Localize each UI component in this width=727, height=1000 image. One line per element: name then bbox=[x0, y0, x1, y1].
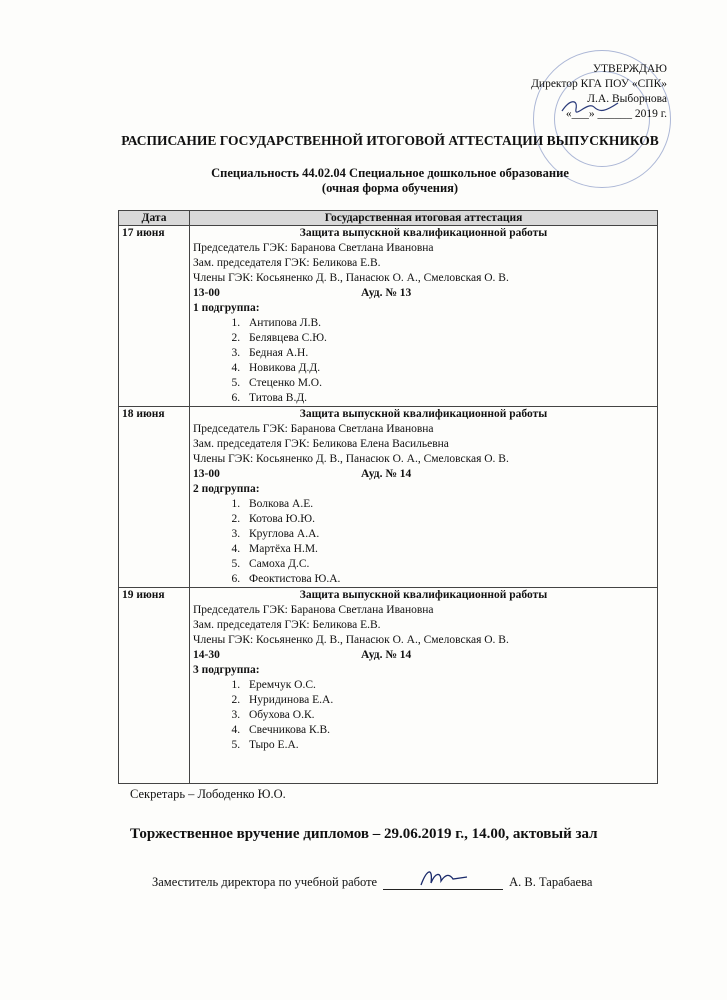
row-heading: Защита выпускной квалификационной работы bbox=[299, 227, 548, 239]
row-deputy: Зам. председателя ГЭК: Беликова Елена Васильевна bbox=[193, 438, 449, 450]
schedule-table bbox=[118, 210, 658, 784]
page-title: РАСПИСАНИЕ ГОСУДАРСТВЕННОЙ ИТОГОВОЙ АТТЕСТАЦИИ ВЫПУСКНИКОВ bbox=[121, 133, 659, 148]
list-item: 2. Нуридинова Е.А. bbox=[243, 693, 654, 708]
list-item: 4. Свечникова К.В. bbox=[243, 723, 654, 738]
table-header-row bbox=[119, 211, 658, 226]
list-item: 4. Новикова Д.Д. bbox=[243, 361, 654, 376]
row-time: 13-00 bbox=[193, 287, 220, 299]
row-chair: Председатель ГЭК: Баранова Светлана Ивановна bbox=[193, 604, 434, 616]
list-item: 1. Антипова Л.В. bbox=[243, 316, 654, 331]
student-list bbox=[193, 678, 654, 753]
table-row bbox=[119, 226, 658, 407]
row-date: 19 июня bbox=[119, 588, 190, 784]
row-group: 1 подгруппа: bbox=[193, 302, 260, 314]
row-members: Члены ГЭК: Косьяненко Д. В., Панасюк О. А., Смеловская О. В. bbox=[193, 453, 509, 465]
row-spacer bbox=[193, 753, 654, 768]
row-date: 17 июня bbox=[119, 226, 190, 407]
row-details bbox=[190, 226, 658, 407]
approval-line-1: УТВЕРЖДАЮ bbox=[592, 63, 667, 75]
row-room: Ауд. № 13 bbox=[361, 287, 412, 299]
approval-line-3: Л.А. Выборнова bbox=[587, 93, 667, 105]
row-chair: Председатель ГЭК: Баранова Светлана Ивановна bbox=[193, 423, 434, 435]
deputy-position: Заместитель директора по учебной работе bbox=[152, 875, 378, 889]
row-time-room bbox=[193, 467, 654, 482]
row-deputy: Зам. председателя ГЭК: Беликова Е.В. bbox=[193, 257, 381, 269]
row-chair: Председатель ГЭК: Баранова Светлана Ивановна bbox=[193, 242, 434, 254]
list-item: 5. Самоха Д.С. bbox=[243, 557, 654, 572]
row-heading: Защита выпускной квалификационной работы bbox=[299, 408, 548, 420]
row-spacer bbox=[193, 768, 654, 783]
list-item: 3. Бедная А.Н. bbox=[243, 346, 654, 361]
list-item: 5. Стеценко М.О. bbox=[243, 376, 654, 391]
signature-line bbox=[383, 871, 503, 890]
row-date: 18 июня bbox=[119, 407, 190, 588]
row-time-room bbox=[193, 286, 654, 301]
list-item: 5. Тыро Е.А. bbox=[243, 738, 654, 753]
director-signature-icon bbox=[560, 95, 620, 117]
approval-line-4: «___» ______ 2019 г. bbox=[565, 108, 667, 120]
deputy-signature-block bbox=[152, 871, 592, 890]
row-heading: Защита выпускной квалификационной работы bbox=[299, 589, 548, 601]
row-details bbox=[190, 588, 658, 784]
deputy-signature-icon bbox=[419, 865, 469, 889]
list-item: 3. Круглова А.А. bbox=[243, 527, 654, 542]
specialty-line: Специальность 44.02.04 Специальное дошкольное образование bbox=[211, 166, 569, 180]
list-item: 3. Обухова О.К. bbox=[243, 708, 654, 723]
deputy-name: А. В. Тарабаева bbox=[509, 875, 593, 889]
student-list bbox=[193, 316, 654, 406]
ceremony-announcement: Торжественное вручение дипломов – 29.06.2019 г., 14.00, актовый зал bbox=[130, 826, 598, 842]
row-room: Ауд. № 14 bbox=[361, 468, 412, 480]
study-form-line: (очная форма обучения) bbox=[321, 181, 459, 195]
table-row bbox=[119, 407, 658, 588]
list-item: 2. Белявцева С.Ю. bbox=[243, 331, 654, 346]
table-row bbox=[119, 588, 658, 784]
row-members: Члены ГЭК: Косьяненко Д. В., Панасюк О. А., Смеловская О. В. bbox=[193, 272, 509, 284]
row-time: 13-00 bbox=[193, 468, 220, 480]
specialty-block bbox=[120, 166, 660, 196]
list-item: 1. Еремчук О.С. bbox=[243, 678, 654, 693]
row-time: 14-30 bbox=[193, 649, 220, 661]
list-item: 6. Титова В.Д. bbox=[243, 391, 654, 406]
row-time-room bbox=[193, 648, 654, 663]
secretary-line: Секретарь – Лободенко Ю.О. bbox=[130, 787, 286, 801]
row-details bbox=[190, 407, 658, 588]
student-list bbox=[193, 497, 654, 587]
list-item: 4. Мартёха Н.М. bbox=[243, 542, 654, 557]
list-item: 2. Котова Ю.Ю. bbox=[243, 512, 654, 527]
row-room: Ауд. № 14 bbox=[361, 649, 412, 661]
header-attestation: Государственная итоговая аттестация bbox=[190, 211, 658, 226]
row-members: Члены ГЭК: Косьяненко Д. В., Панасюк О. А., Смеловская О. В. bbox=[193, 634, 509, 646]
header-date: Дата bbox=[119, 211, 190, 226]
list-item: 1. Волкова А.Е. bbox=[243, 497, 654, 512]
row-group: 2 подгруппа: bbox=[193, 483, 260, 495]
approval-line-2: Директор КГА ПОУ «СПК» bbox=[531, 78, 667, 90]
row-deputy: Зам. председателя ГЭК: Беликова Е.В. bbox=[193, 619, 381, 631]
list-item: 6. Феоктистова Ю.А. bbox=[243, 572, 654, 587]
row-group: 3 подгруппа: bbox=[193, 664, 260, 676]
